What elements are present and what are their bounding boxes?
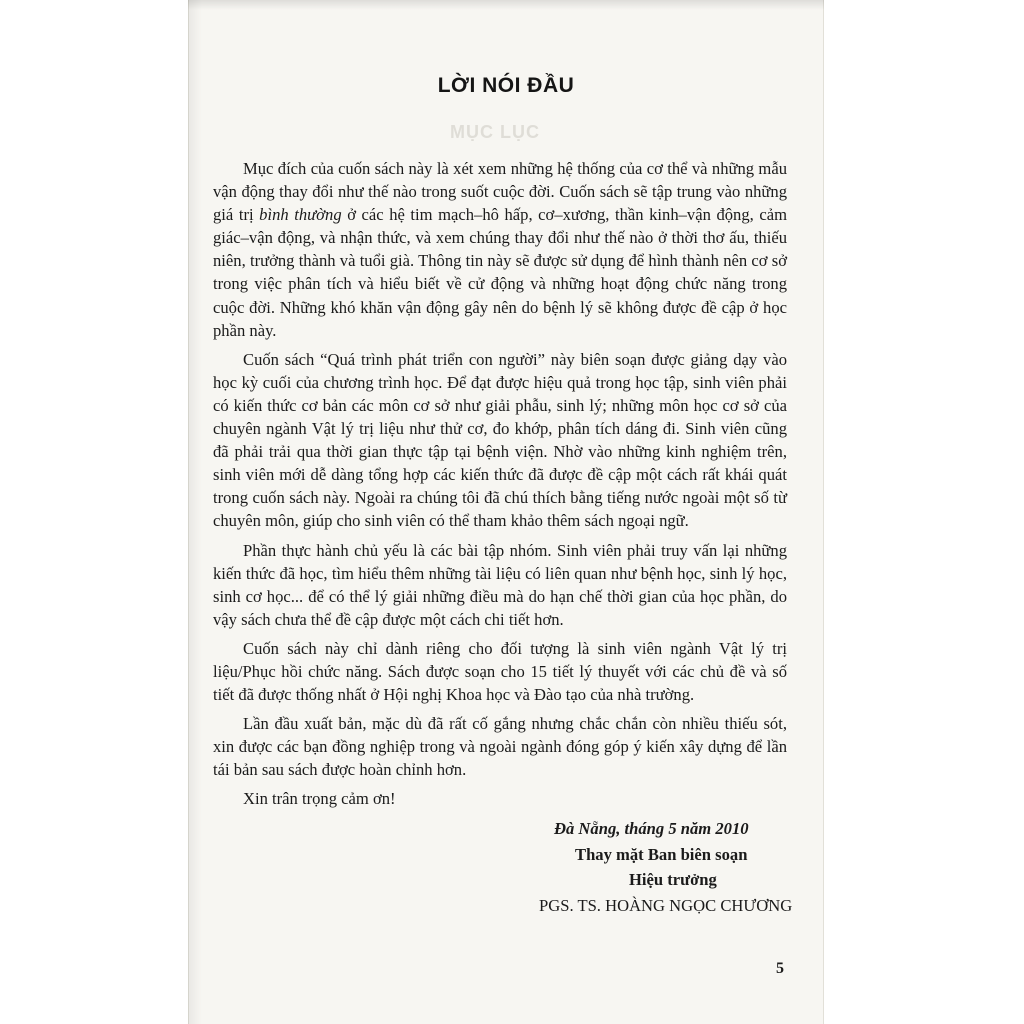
paragraph-4: Cuốn sách này chỉ dành riêng cho đối tượng là sinh viên ngành Vật lý trị liệu/Phục hồi chức năng. Sách được soạn cho 15 tiết lý thuyết với các chủ đề và số tiết đã được thống nhất ở Hội nghị Khoa học và Đào tạo của nhà trường. (213, 638, 787, 705)
page-shadow-top (188, 0, 824, 10)
signature-name: PGS. TS. HOÀNG NGỌC CHƯƠNG (539, 895, 793, 915)
paragraph-3: Phần thực hành chủ yếu là các bài tập nhóm. Sinh viên phải truy vấn lại những kiến thức đã học, tìm hiểu thêm những tài liệu có liên quan như bệnh học, sinh lý học, sinh cơ học... để có thể lý giải những điều mà do hạn chế thời gian của học phần, do vậy sách chưa thể đề cập được một cách chi tiết hơn. (213, 540, 787, 629)
paragraph-5: Lần đầu xuất bản, mặc dù đã rất cố gắng nhưng chắc chắn còn nhiều thiếu sót, xin được các bạn đồng nghiệp trong và ngoài ngành đóng góp ý kiến xây dựng để lần tái bản sau sách được hoàn chỉnh hơn. (213, 714, 787, 780)
paragraph-1-start: Mục đích của cuốn sách này là xét xem những hệ thống của cơ thể và những mẫu vận động thay đổi như thế nào trong suốt cuộc đời. Cuốn sách sẽ tập trung vào những giá trị (213, 159, 787, 225)
paragraph-1 (213, 157, 787, 342)
signature-date: Đà Nẵng, tháng 5 năm 2010 (554, 819, 749, 838)
signature-role: Thay mặt Ban biên soạn (575, 844, 748, 864)
show-through-text: MỤC LỤC (450, 122, 540, 142)
paragraph-2: Cuốn sách “Quá trình phát triển con người” này biên soạn được giảng dạy vào học kỳ cuối của chương trình học. Để đạt được hiệu quả trong học tập, sinh viên phải có kiến thức cơ bản các môn cơ sở như giải phẫu, sinh lý; những môn học cơ sở của chuyên ngành Vật lý trị liệu như thử cơ, đo khớp, phân tích dáng đi. Sinh viên cũng đã phải trải qua thời gian thực tập tại bệnh viện. Nhờ vào những kinh nghiệm trên, sinh viên mới dễ dàng tổng hợp các kiến thức đã được đề cập một cách rất khái quát trong cuốn sách này. Ngoài ra chúng tôi đã chú thích bằng tiếng nước ngoài một số từ chuyên môn, giúp cho sinh viên có thể tham khảo thêm sách ngoại ngữ. (213, 349, 787, 531)
paragraph-6: Xin trân trọng cảm ơn! (243, 789, 396, 809)
paragraph-1-italic: bình thường (259, 205, 342, 225)
page-shadow-left (188, 0, 202, 1024)
book-page (188, 0, 824, 1024)
page-title: LỜI NÓI ĐẦU (437, 74, 575, 97)
signature-title: Hiệu trưởng (629, 870, 717, 889)
signature-block (529, 816, 809, 918)
paragraph-1-end: ở các hệ tim mạch–hô hấp, cơ–xương, thần kinh–vận động, cảm giác–vận động, và nhận thức, và xem chúng thay đổi như thế nào ở thời thơ ấu, thiếu niên, trưởng thành và tuổi già. Thông tin này sẽ được sử dụng để hình thành nên cơ sở trong việc phân tích và hiểu biết về cử động và những hoạt động chức năng trong cuộc đời. Những khó khăn vận động gây nên do bệnh lý sẽ không được đề cập ở học phần này. (213, 205, 787, 340)
page-number: 5 (776, 960, 784, 977)
preface-body (213, 157, 787, 817)
